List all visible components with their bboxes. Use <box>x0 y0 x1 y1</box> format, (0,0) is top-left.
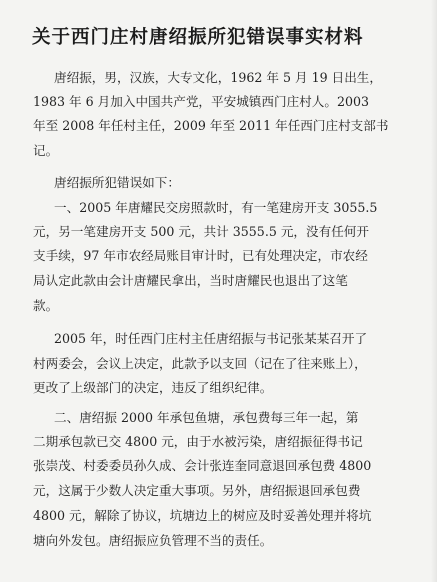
text-line: 年至 2008 年任村主任，2009 年至 2011 年任西门庄村支部书 <box>33 118 389 133</box>
page-edge-shadow <box>431 0 437 582</box>
text-line: 二、唐绍振 2000 年承包鱼塘，承包费每三年一起，第 <box>54 410 359 425</box>
document-title: 关于西门庄村唐绍振所犯错误事实材料 <box>32 27 364 48</box>
text-line: 二期承包款已交 4800 元，由于水被污染，唐绍振征得书记 <box>33 434 363 449</box>
text-line: 2005 年，时任西门庄村主任唐绍振与书记张某某召开了 <box>54 331 368 346</box>
section-heading: 唐绍振所犯错误如下： <box>54 175 180 190</box>
text-line: 张崇茂、村委委员孙久成、会计张连奎同意退回承包费 4800 <box>33 458 372 473</box>
text-line: 支手续，97 年市农经局账目审计时，已有处理决定，市农经 <box>33 248 368 263</box>
text-line: 唐绍振，男，汉族，大专文化，1962 年 5 月 19 日出生， <box>54 70 382 85</box>
text-line: 记。 <box>33 143 59 158</box>
text-line: 款。 <box>33 298 59 313</box>
text-line: 村两委会，会议上决定，此款予以支回（记在了往来账上）， <box>33 356 367 371</box>
text-line: 局认定此款由会计唐耀民拿出，当时唐耀民也退出了这笔 <box>33 273 348 288</box>
text-line: 塘向外发包。唐绍振应负管理不当的责任。 <box>33 533 273 548</box>
text-line: 1983 年 6 月加入中国共产党，平安城镇西门庄村人。2003 <box>33 94 369 109</box>
text-line: 一、2005 年唐耀民交房照款时，有一笔建房开支 3055.5 <box>54 200 378 215</box>
text-line: 元，这属于少数人决定重大事项。另外，唐绍振退回承包费 <box>33 483 361 498</box>
text-line: 更改了上级部门的决定，违反了组织纪律。 <box>33 380 273 395</box>
text-line: 4800 元，解除了协议，坑塘边上的树应及时妥善处理并将坑 <box>33 508 372 523</box>
text-line: 元，另一笔建房开支 500 元，共计 3555.5 元，没有任何开 <box>33 224 369 239</box>
